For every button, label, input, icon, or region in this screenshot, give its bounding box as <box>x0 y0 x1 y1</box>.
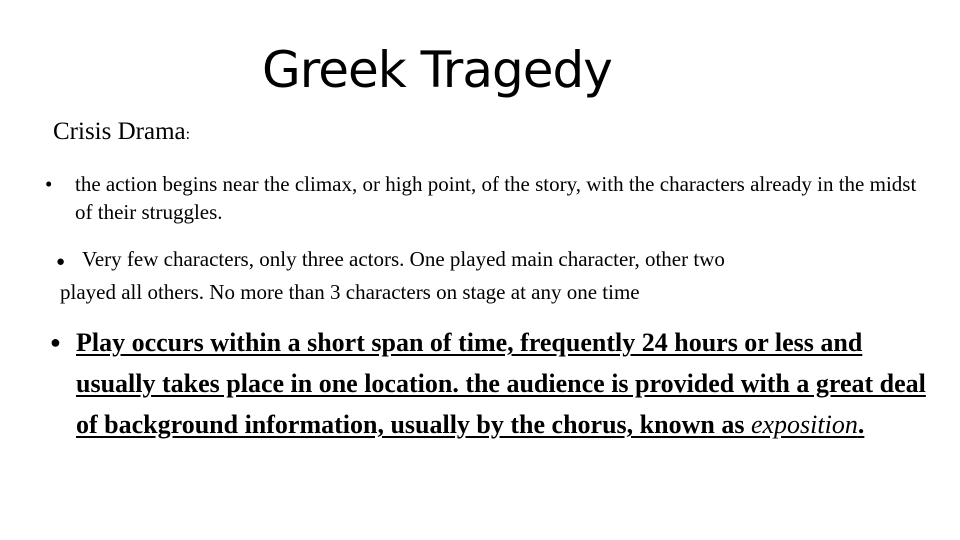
bullet-1 <box>45 170 925 226</box>
bullet-3-marker: ● <box>50 332 61 352</box>
bullet-2-marker: ● <box>56 254 66 270</box>
bullet-3 <box>50 322 930 445</box>
subtitle-colon: : <box>185 126 191 143</box>
subtitle-text: Crisis Drama <box>53 118 186 145</box>
slide-subtitle <box>53 117 190 150</box>
bullet-1-text: the action begins near the climax, or high point, of the story, with the characters already in the midst of their struggles. <box>75 172 917 224</box>
bullet-3-text-wrapper <box>76 322 930 445</box>
slide-title: Greek Tragedy <box>262 41 612 99</box>
bullet-1-marker: • <box>45 172 53 196</box>
bullet-2-text-line2: played all others. No more than 3 characters on stage at any one time <box>60 280 640 304</box>
bullet-3-emphasis: exposition <box>750 410 858 439</box>
bullet-3-text: Play occurs within a short span of time, frequently 24 hours or less and usually takes place in one location. the audience is provided with a great deal of background information, usually by the chorus, known as <box>76 328 926 439</box>
bullet-2-text-line1: Very few characters, only three actors. One played main character, other two <box>82 247 725 271</box>
bullet-3-trailing: . <box>857 410 865 439</box>
bullet-2 <box>52 244 932 307</box>
